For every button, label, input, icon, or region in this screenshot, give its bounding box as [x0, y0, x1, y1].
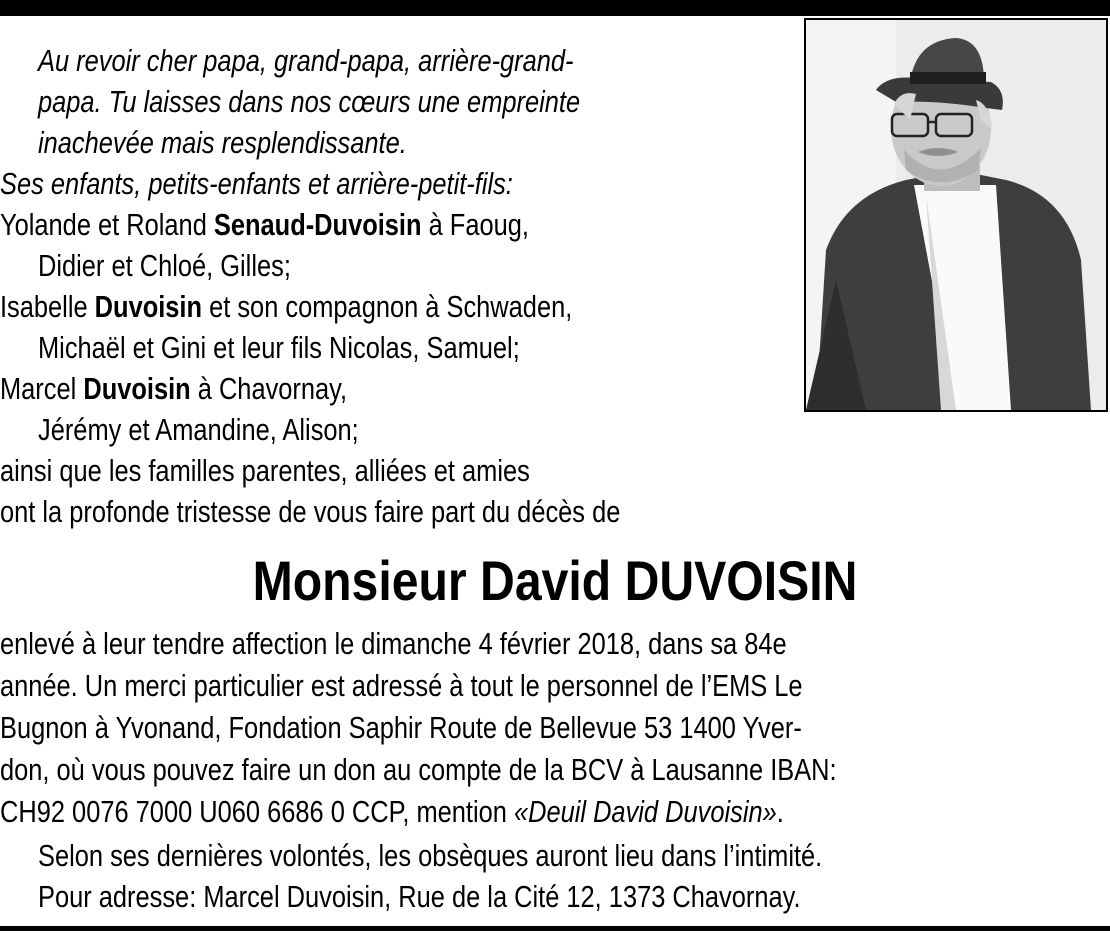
portrait-photo — [804, 18, 1108, 412]
details-line: don, où vous pouvez faire un don au compte de la BCV à Lausanne IBAN: — [0, 752, 837, 787]
family-suffix: à Chavornay, — [190, 371, 348, 406]
details-text: CH92 0076 7000 U060 6686 0 CCP, mention — [0, 794, 514, 829]
funeral-note: Selon ses dernières volontés, les obsèques auront lieu dans l’intimité. — [38, 838, 823, 873]
family-prefix: Yolande et Roland — [0, 207, 214, 242]
family-member — [0, 368, 347, 410]
family-suffix: à Faoug, — [421, 207, 529, 242]
family-suffix: et son compagnon à Schwaden, — [202, 289, 573, 324]
poem-line: inachevée mais resplendissante. — [38, 125, 407, 160]
details-end: . — [776, 794, 784, 829]
family-children: Michaël et Gini et leur fils Nicolas, Samuel; — [38, 330, 520, 365]
deceased-name: Monsieur David DUVOISIN — [252, 549, 858, 612]
closing-line: ainsi que les familles parentes, alliées et amies — [0, 453, 530, 488]
details-line: Bugnon à Yvonand, Fondation Saphir Route de Bellevue 53 1400 Yver- — [0, 710, 802, 745]
family-surname: Duvoisin — [83, 371, 191, 406]
bottom-rule — [0, 926, 1110, 931]
details-line-last — [0, 791, 910, 833]
poem-line: Au revoir cher papa, grand-papa, arrière-grand- — [38, 43, 574, 78]
details-paragraph — [0, 623, 1110, 833]
address-note: Pour adresse: Marcel Duvoisin, Rue de la Cité 12, 1373 Chavornay. — [38, 879, 801, 914]
details-line: année. Un merci particulier est adressé à tout le personnel de l’EMS Le — [0, 668, 803, 703]
family-prefix: Isabelle — [0, 289, 95, 324]
family-children: Didier et Chloé, Gilles; — [38, 248, 291, 283]
family-member — [0, 286, 572, 328]
details-line: enlevé à leur tendre affection le dimanche 4 février 2018, dans sa 84e — [0, 626, 787, 661]
family-prefix: Marcel — [0, 371, 84, 406]
mention-text: «Deuil David Duvoisin» — [513, 794, 777, 829]
family-intro: Ses enfants, petits-enfants et arrière-petit-fils: — [0, 166, 513, 201]
top-rule — [0, 0, 1110, 16]
family-surname: Duvoisin — [94, 289, 203, 324]
family-member — [0, 204, 529, 246]
family-surname: Senaud-Duvoisin — [213, 207, 422, 242]
poem-line: papa. Tu laisses dans nos cœurs une empreinte — [38, 84, 581, 119]
closing-line: ont la profonde tristesse de vous faire part du décès de — [0, 494, 621, 529]
family-children: Jérémy et Amandine, Alison; — [38, 412, 359, 447]
